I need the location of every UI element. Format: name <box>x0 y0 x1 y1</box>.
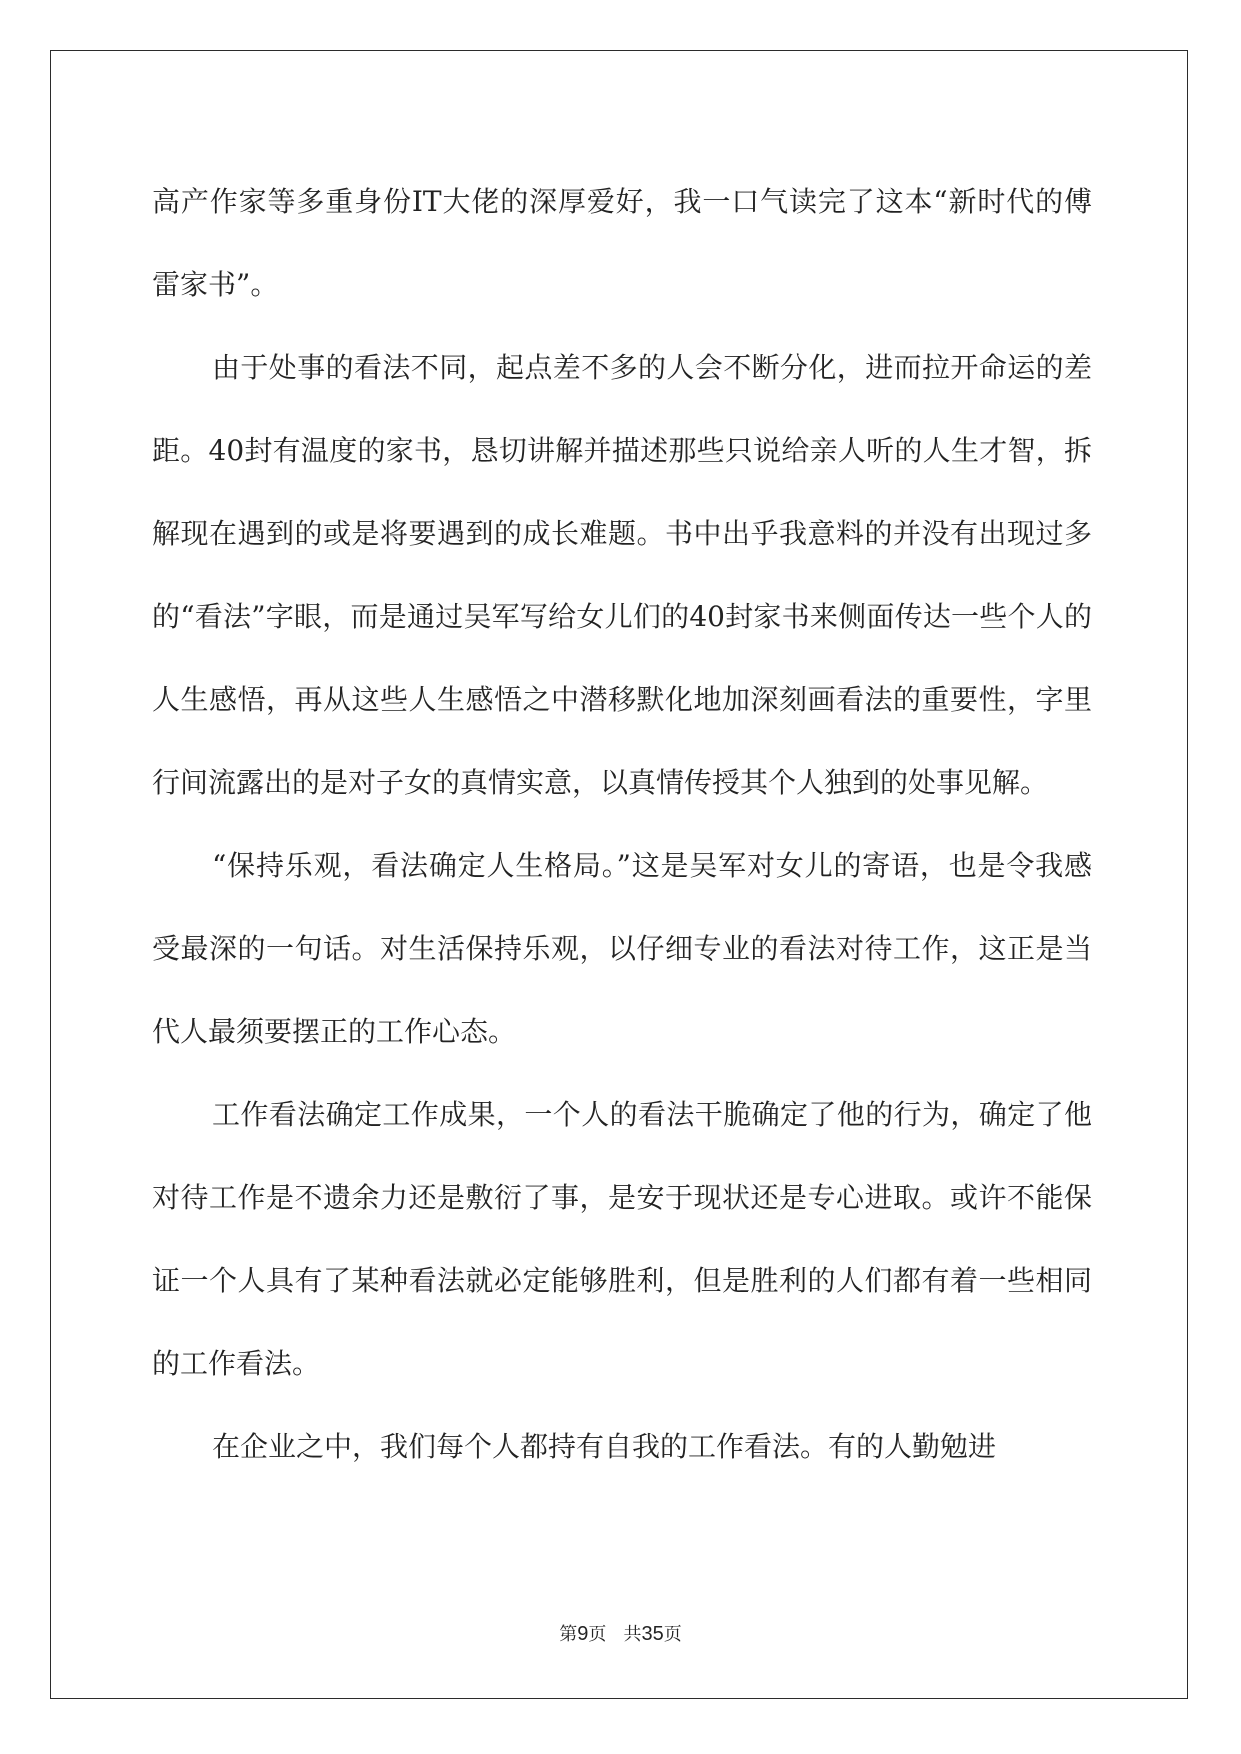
footer-total-prefix: 共 <box>623 1624 642 1645</box>
page-number: 9 <box>577 1623 589 1645</box>
footer-page-unit: 页 <box>588 1624 607 1645</box>
document-body <box>152 160 1092 1488</box>
paragraph: “保持乐观，看法确定人生格局。”这是吴军对女儿的寄语，也是令我感受最深的一句话。对生活保持乐观，以仔细专业的看法对待工作，这正是当代人最须要摆正的工作心态。 <box>152 849 1092 1048</box>
paragraph-continuation: 高产作家等多重身份IT大佬的深厚爱好，我一口气读完了这本“新时代的傅雷家书”。 <box>152 185 1092 301</box>
paragraph: 在企业之中，我们每个人都持有自我的工作看法。有的人勤勉进 <box>212 1430 997 1463</box>
paragraph: 由于处事的看法不同，起点差不多的人会不断分化，进而拉开命运的差距。40封有温度的家书，恳切讲解并描述那些只说给亲人听的人生才智，拆解现在遇到的或是将要遇到的成长难题。书中出乎我意料的并没有出现过多的“看法”字眼，而是通过吴军写给女儿们的40封家书来侧面传达一些个人的人生感悟，再从这些人生感悟之中潜移默化地加深刻画看法的重要性，字里行间流露出的是对子女的真情实意，以真情传授其个人独到的处事见解。 <box>152 351 1092 799</box>
page-footer <box>0 1620 1241 1646</box>
paragraph: 工作看法确定工作成果，一个人的看法干脆确定了他的行为，确定了他对待工作是不遗余力还是敷衍了事，是安于现状还是专心进取。或许不能保证一个人具有了某种看法就必定能够胜利，但是胜利的人们都有着一些相同的工作看法。 <box>152 1098 1092 1380</box>
page-total: 35 <box>641 1623 664 1645</box>
footer-prefix: 第 <box>559 1624 578 1645</box>
footer-total-unit: 页 <box>663 1624 682 1645</box>
